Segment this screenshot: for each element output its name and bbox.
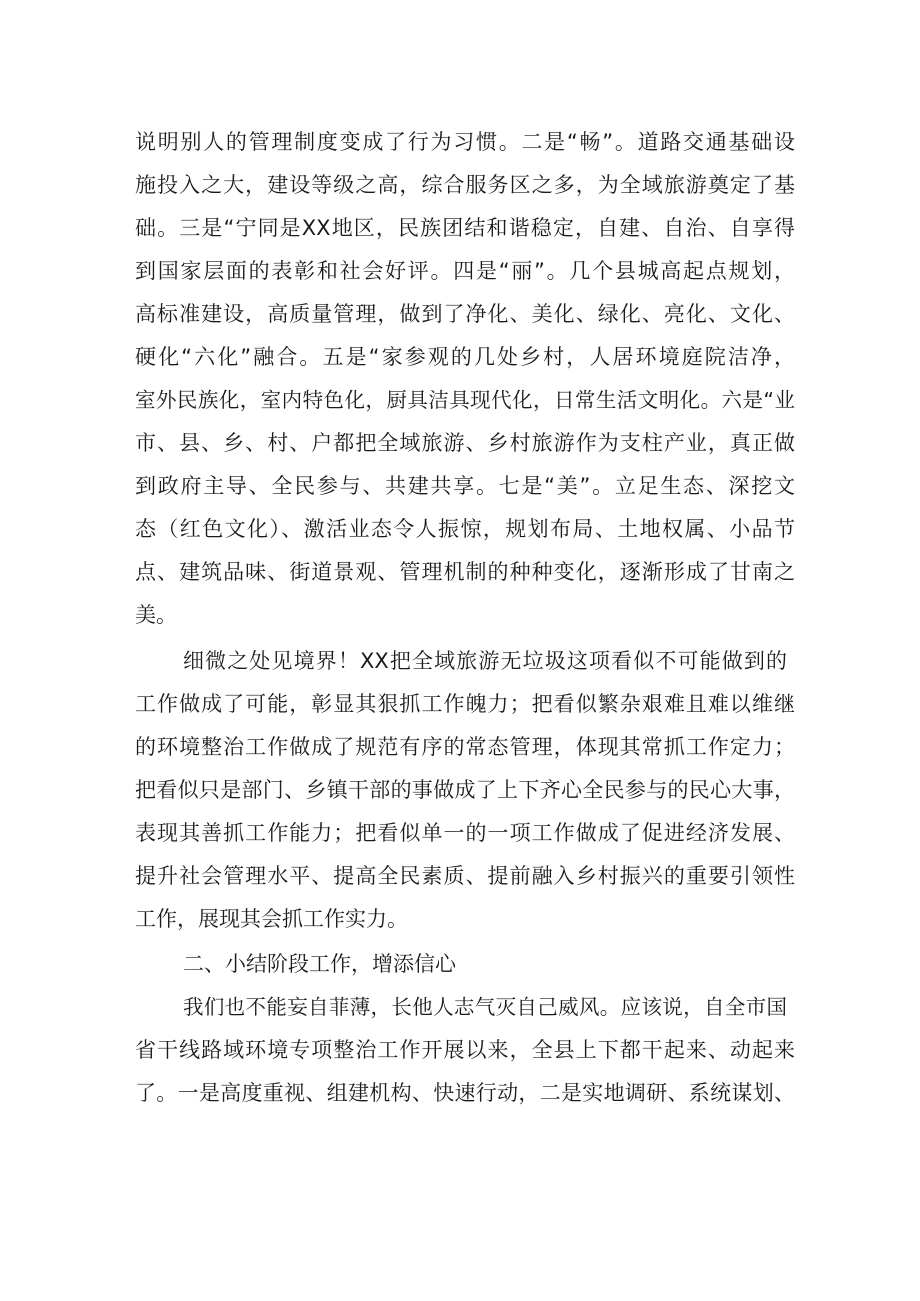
- text-line-12: 美。: [135, 603, 177, 627]
- text-line-7: 室外民族化，室内特色化，厨具洁具现代化，日常生活文明化。六是“业: [135, 388, 795, 412]
- text-line-5: 高标准建设，高质量管理，做到了净化、美化、绿化、亮化、文化、: [135, 302, 795, 326]
- text-line-3: 础。三是“宁同是XX地区，民族团结和谐稳定，自建、自治、自享得: [135, 216, 795, 240]
- paragraph-2-line-4: 把看似只是部门、乡镇干部的事做成了上下齐心全民参与的民心大事，: [135, 778, 795, 802]
- paragraph-2-line-3: 的环境整治工作做成了规范有序的常态管理，体现其常抓工作定力；: [135, 735, 795, 759]
- text-line-6: 硬化“六化”融合。五是“家参观的几处乡村，人居环境庭院洁净，: [135, 345, 795, 369]
- paragraph-2-line-7: 工作，展现其会抓工作实力。: [135, 907, 408, 931]
- paragraph-3-line-2: 省干线路域环境专项整治工作开展以来，全县上下都干起来、动起来: [135, 1038, 795, 1062]
- text-line-10: 态（红色文化）、激活业态令人振惊，规划布局、土地权属、小品节: [135, 517, 795, 541]
- paragraph-3-line-3: 了。一是高度重视、组建机构、快速行动，二是实地调研、系统谋划、: [135, 1081, 795, 1105]
- text-line-4: 到国家层面的表彰和社会好评。四是“丽”。几个县城高起点规划，: [135, 259, 795, 283]
- paragraph-2-line-1: 细微之处见境界！XX把全域旅游无垃圾这项看似不可能做到的: [183, 649, 787, 673]
- text-line-1: 说明别人的管理制度变成了行为习惯。二是“畅”。道路交通基础设: [135, 130, 795, 154]
- paragraph-2-line-5: 表现其善抓工作能力；把看似单一的一项工作做成了促进经济发展、: [135, 821, 795, 845]
- text-line-8: 市、县、乡、村、户都把全域旅游、乡村旅游作为支柱产业，真正做: [135, 431, 795, 455]
- paragraph-3-line-1: 我们也不能妄自菲薄，长他人志气灭自己威风。应该说，自全市国: [183, 995, 787, 1019]
- text-line-11: 点、建筑品味、街道景观、管理机制的种种变化，逐渐形成了甘南之: [135, 560, 795, 584]
- text-line-2: 施投入之大，建设等级之高，综合服务区之多，为全域旅游奠定了基: [135, 173, 795, 197]
- text-line-9: 到政府主导、全民参与、共建共享。七是“美”。立足生态、深挖文: [135, 474, 795, 498]
- section-heading: 二、小结阶段工作，增添信心: [183, 952, 456, 976]
- paragraph-2-line-6: 提升社会管理水平、提高全民素质、提前融入乡村振兴的重要引领性: [135, 864, 795, 888]
- paragraph-2-line-2: 工作做成了可能，彰显其狠抓工作魄力；把看似繁杂艰难且难以维继: [135, 692, 795, 716]
